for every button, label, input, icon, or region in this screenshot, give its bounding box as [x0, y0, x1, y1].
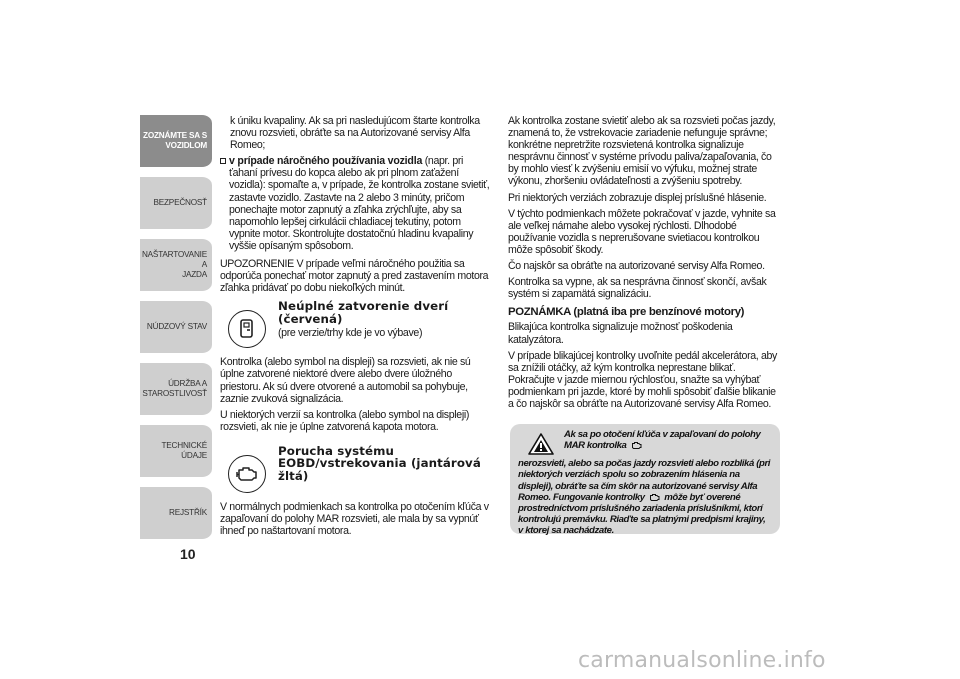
paragraph-r5: Kontrolka sa vypne, ak sa nesprávna činnosť skončí, avšak systém si zapamätá signalizáciu.	[508, 276, 767, 301]
engine-check-icon	[629, 441, 644, 450]
bullet-item	[220, 155, 492, 252]
paragraph-door-1: Kontrolka (alebo symbol na displeji) sa rozsvieti, ak nie sú úplne zatvorené niektoré dvere alebo dvere úložného priestoru. Ak sú dvere otvorené a automobil sa pohybuje, zaznie zvuková signalizácia.	[220, 356, 471, 405]
note-title: POZNÁMKA (platná iba pre benzínové motory)	[508, 306, 745, 319]
engine-check-icon	[647, 493, 662, 502]
tab-nastartovanie[interactable]: NAŠTARTOVANIE A JAZDA	[140, 237, 212, 293]
door-heading: Neúplné zatvorenie dverí (červená)	[278, 299, 449, 326]
eobd-heading: Porucha systému EOBD/vstrekovania (jantárová žltá)	[278, 443, 481, 484]
paragraph-intro: k úniku kvapaliny. Ak sa pri nasledujúcom štarte kontrolka znovu rozsvieti, obráťte sa na Autorizované servisy Alfa Romeo;	[230, 115, 480, 152]
paragraph-r4: Čo najskôr sa obráťte na autorizované servisy Alfa Romeo.	[508, 260, 765, 273]
bullet-marker	[220, 155, 229, 252]
tab-nudzovy-stav[interactable]: NÚDZOVÝ STAV	[140, 299, 212, 355]
door-subheading: (pre verzie/trhy kde je vo výbave)	[278, 326, 423, 339]
right-column	[508, 115, 780, 414]
tab-technicke-udaje[interactable]: TECHNICKÉ ÚDAJE	[140, 423, 212, 479]
paragraph-warning: UPOZORNENIE V prípade veľmi náročného použitia sa odporúča ponechať motor zapnutý a pred zastavením motora zľahka pridávať po dobu niekoľkých minút.	[220, 258, 489, 295]
tab-zoznamte-sa[interactable]: ZOZNÁMTE SA S VOZIDLOM	[140, 113, 212, 169]
paragraph-r2: Pri niektorých verziách zobrazuje displej príslušné hlásenie.	[508, 191, 767, 204]
paragraph-r7: V prípade blikajúcej kontrolky uvoľnite pedál akcelerátora, aby sa znížili otáčky, až kým kontrolka neprestane blikať. Pokračujte v jazde miernou rýchlosťou, snažte sa vyhýbať podmienkam pri jazde, ktoré by mohli spôsobiť ďalšie blikanie a čo najskôr sa obráťte na Autorizované servisy Alfa Romeo.	[508, 349, 778, 410]
paragraph-r6: Blikajúca kontrolka signalizuje možnosť poškodenia katalyzátora.	[508, 321, 733, 346]
paragraph-door-2: U niektorých verzií sa kontrolka (alebo symbol na displeji) rozsvieti, ak nie je úplne zatvorená kapota motora.	[220, 408, 470, 433]
door-open-icon	[228, 310, 266, 348]
warning-box	[510, 424, 780, 537]
paragraph-eobd: V normálnych podmienkach sa kontrolka po otočením kľúča v zapaľovaní do polohy MAR rozsvieti, ale mala by sa vypnúť ihneď po naštartovaní motora.	[220, 500, 489, 538]
eobd-section	[220, 445, 492, 493]
bullet-text: (napr. pri ťahaní prívesu do kopca alebo ak pri plnom zaťažení vozidla): spomaľte a, v prípade, že kontrolka zostane svietiť, zastavte vozidlo. Zastavte na 2 alebo 3 minúty, pričom ponechajte motor zapnutý a zľahka zrýchľujte, aby sa napomohlo lepšej cirkulácii chladiacej tekutiny, potom vypnite motor. Skontrolujte dostatočnú hladinu kvapaliny vyššie opísaným spôsobom.	[229, 155, 490, 252]
bullet-content	[229, 155, 492, 252]
warning-text-c: môže byť overené prostredníctvom príslušného zariadenia príslušníkmi, ktorí kontrolujú premávku. Riaďte sa platnými predpismi krajiny, v ktorej sa nachádzate.	[518, 491, 766, 537]
engine-check-icon	[228, 455, 266, 493]
warning-text-a: Ak sa po otočení kľúča v zapaľovaní do polohy MAR kontrolka	[564, 429, 761, 452]
tab-bezpecnost[interactable]: BEZPEČNOSŤ	[140, 175, 212, 231]
left-column	[220, 115, 492, 541]
bullet-bold: v prípade náročného používania vozidla	[229, 155, 423, 168]
watermark: carmanualsonline.info	[578, 648, 826, 673]
warning-text-b: nerozsvieti, alebo sa počas jazdy rozsvieti alebo rozbliká (pri niektorých verziách spolu so zobrazením hlásenia na displeji), obráťte sa čím skôr na autorizované servisy Alfa Romeo. Fungovanie kontrolky	[518, 458, 771, 503]
paragraph-r3: V týchto podmienkach môžete pokračovať v jazde, vyhnite sa ale veľkej námahe alebo vysokej rýchlosti. Dlhodobé používanie vozidla s neprerušovane svietiacou kontrolkou môže spôsobiť škody.	[508, 207, 776, 256]
warning-triangle-icon	[528, 429, 558, 458]
door-section	[220, 300, 492, 348]
tab-rejstrik[interactable]: REJSTŘÍK	[140, 485, 212, 541]
page-number: 10	[180, 546, 196, 562]
tab-udrzba[interactable]: ÚDRŽBA A STAROSTLIVOSŤ	[140, 361, 212, 417]
paragraph-r1: Ak kontrolka zostane svietiť alebo ak sa rozsvieti počas jazdy, znamená to, že vstrekovacie zariadenie nefunguje správne; konkrétne nepretržite rozsvietená kontrolka signalizuje nesprávnu činnosť v systéme prívodu paliva/zapaľovania, čo by mohlo viesť k zvýšeniu emisií vo výfuku, možnej strate výkonu, zhoršeniu ovládateľnosti a zvýšeniu spotreby.	[508, 115, 776, 188]
